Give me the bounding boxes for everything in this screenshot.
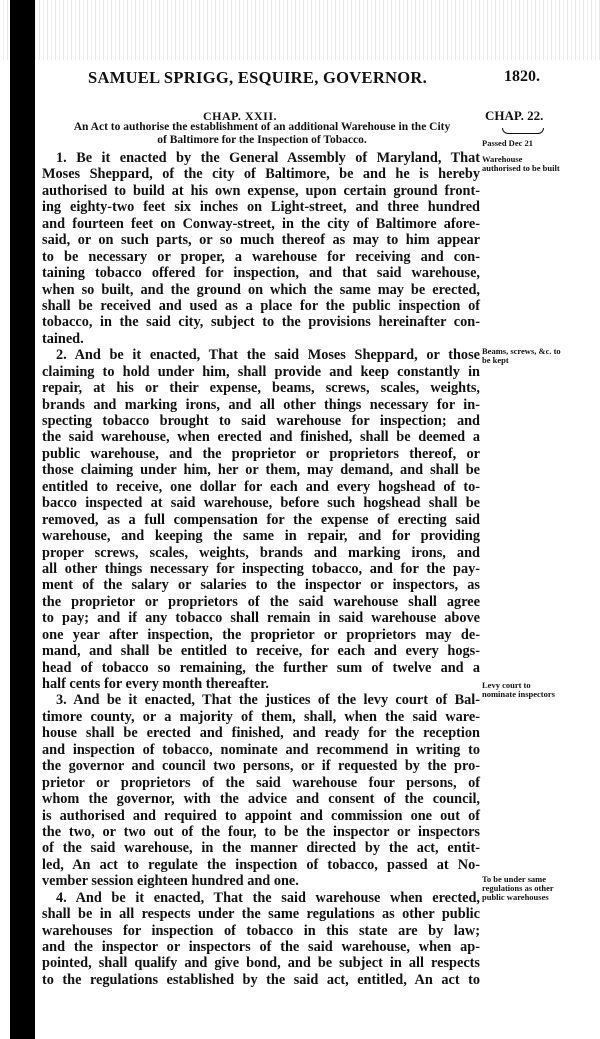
margin-note: Levy court to nominate inspectors [482,680,555,699]
text-line: is authorised and required to appoint and commission one out of [42,807,480,824]
text-line: said, or on such parts, or so much thereof as may to him appear [42,232,480,249]
section-1-opening-line: 1. Be it enacted by the General Assembly of Maryland, That [56,150,480,166]
text-line: of the said warehouse, in the manner directed by the act, entit- [42,840,480,857]
act-title-line: of Baltimore for the Inspection of Tobacco. [157,134,367,146]
text-line: public warehouse, and the proprietor or proprietors thereof, or [42,445,480,462]
section-2-opening-line: 2. And be it enacted, That the said Moses Sheppard, or those [56,347,480,364]
text-line: removed, as a full compensation for the expense of erecting said [42,511,480,528]
text-line: mand, and shall be entitled to receive, for each and every hogs- [42,643,480,660]
act-title [44,121,480,147]
text-line: the said warehouse, when erected and finished, shall be deemed a [42,429,480,446]
scan-noise [0,0,600,60]
text-line: led, An act to regulate the inspection of tobacco, passed at No- [42,856,480,873]
side-chapter-label: CHAP. 22. [485,108,544,123]
text-line: whom the governor, with the advice and consent of the council, [42,791,480,808]
margin-note: To be under same regulations as other public warehouses [482,874,554,902]
brace-mark [502,128,544,134]
scan-binding-edge [10,0,35,1039]
text-line: house shall be erected and finished, and ready for the reception [42,725,480,742]
text-line: ing eighty-two feet six inches on Light-street, and three hundred [42,199,480,216]
text-line: when so built, and the ground on which the same may be erected, [42,281,480,298]
margin-note: Warehouse authorised to be built [482,154,560,173]
text-line: prietor or proprietors of the said warehouse four persons, of [42,774,480,791]
text-line: and fourteen feet on Conway-street, in the city of Baltimore afore- [42,215,480,232]
text-line: the two, or two out of the four, to be the inspector or inspectors [42,823,480,840]
text-line: shall be received and used as a place for the public inspection of [42,297,480,314]
text-line: ment of the salary or salaries to the inspector or inspectors, as [42,577,480,594]
text-line: pointed, shall qualify and give bond, and be subject in all respects [42,955,480,972]
page-year: 1820. [504,68,540,85]
text-line: and inspection of tobacco, nominate and recommend in writing to [42,741,480,758]
margin-note: Beams, screws, &c. to be kept [482,346,561,365]
section-4-opening-line: 4. And be it enacted, That the said warehouse when erected, [56,889,480,906]
statute-body [42,150,480,988]
text-line: half cents for every month thereafter. [42,676,269,692]
text-line: one year after inspection, the proprietor or proprietors may de- [42,626,480,643]
text-line: the proprietor or proprietors of the said warehouse shall agree [42,593,480,610]
text-line: Moses Sheppard, of the city of Baltimore, be and he is hereby [42,166,480,183]
text-line: brands and marking irons, and all other things necessary for in- [42,396,480,413]
text-line: and the inspector or inspectors of the said warehouse, when ap- [42,939,480,955]
text-line: all other things necessary for inspecting tobacco, and for the pay- [42,560,480,577]
text-line: bacco inspected at said warehouse, before such hogshead shall be [42,495,480,512]
text-line: specting tobacco brought to said warehouse for inspection; and [42,413,480,429]
text-line: to the regulations established by the said act, entitled, An act to [42,971,480,988]
text-line: vember session eighteen hundred and one. [42,873,299,890]
chapter-heading: CHAP. XXII. [202,109,278,123]
text-line: proper screws, scales, weights, brands and marking irons, and [42,544,480,561]
text-line: taining tobacco offered for inspection, and that said warehouse, [42,265,480,282]
text-line: entitled to receive, one dollar for each and every hogshead of to- [42,478,480,495]
text-line: those claiming under him, her or them, may demand, and shall be [42,462,480,479]
text-line: tobacco, in the said city, subject to the provisions hereinafter con- [42,314,480,331]
passed-date: Passed Dec 21 [482,138,533,148]
act-title-line: An Act to authorise the establishment of an additional Warehouse in the City [73,121,451,133]
text-line: tained. [42,330,84,347]
text-line: head of tobacco so remaining, the further sum of twelve and a [42,659,480,676]
running-title: SAMUEL SPRIGG, ESQUIRE, GOVERNOR. [88,68,428,87]
text-line: repair, at his or their expense, beams, screws, scales, weights, [42,380,480,397]
text-line: to pay; and if any tobacco shall remain in said warehouse above [42,610,480,627]
text-line: the governor and council two persons, or if requested by the pro- [42,758,480,775]
text-line: to be necessary or proper, a warehouse for receiving and con- [42,248,480,265]
text-line: shall be in all respects under the same regulations as other public [42,906,480,923]
text-line: claiming to hold under him, shall provide and keep constantly in [42,363,480,380]
text-line: warehouses for inspection of tobacco in this state are by law; [42,922,480,939]
text-line: warehouse, and keeping the same in repair, and for providing [42,528,480,545]
text-line: authorised to build at his own expense, upon certain ground front- [42,182,480,199]
section-3-opening-line: 3. And be it enacted, That the justices of the levy court of Bal- [56,692,480,709]
text-line: timore county, or a majority of them, shall, when the said ware- [42,708,480,725]
